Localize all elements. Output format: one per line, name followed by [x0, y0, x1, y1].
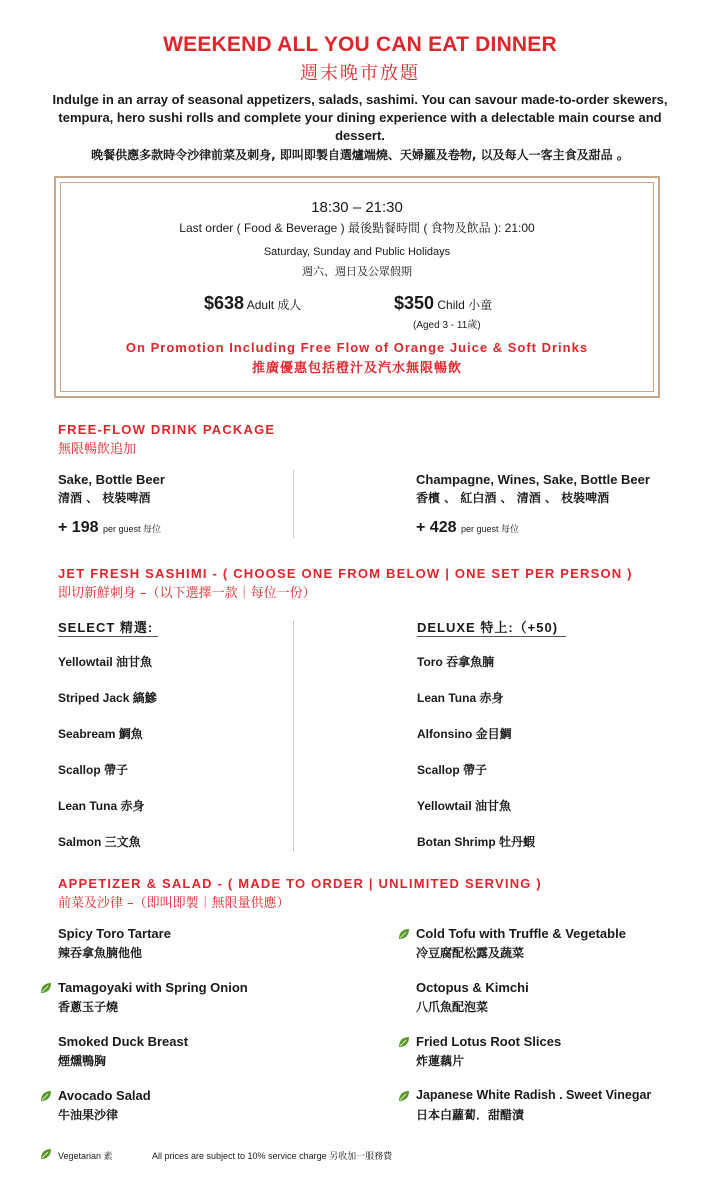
sashimi-select-item: Seabream 鯛魚	[58, 727, 143, 741]
intro-text: Indulge in an array of seasonal appetizers, salads, sashimi. You can savour made-to-order skewers, tempura, hero sushi rolls and complete your dining experience with a delectable main course and dessert.	[52, 92, 668, 143]
leaf-icon	[398, 1036, 410, 1048]
child-price	[394, 293, 492, 314]
promotion-text: On Promotion Including Free Flow of Orange Juice & Soft Drinks	[125, 340, 589, 355]
drink-divider	[293, 470, 294, 538]
leaf-icon	[40, 1090, 52, 1102]
child-age-range: (Aged 3 - 11歲)	[413, 320, 481, 331]
adult-price-amount: $638	[204, 293, 245, 313]
drink-basic-price-note: per guest 每位	[102, 524, 161, 534]
appetizer-title: APPETIZER & SALAD - ( MADE TO ORDER | UNLIMITED SERVING )	[58, 876, 542, 891]
promotion-text-chinese: 推廣優惠包括橙汁及汽水無限暢飲	[251, 361, 462, 376]
sashimi-deluxe-underline	[417, 636, 566, 637]
sashimi-deluxe-item: Yellowtail 油甘魚	[417, 799, 512, 813]
adult-price-label: Adult 成人	[246, 298, 302, 312]
drink-basic-name-chinese: 清酒 、 枝裝啤酒	[58, 491, 151, 505]
appetizer-item-name-chinese: 日本白蘿蔔．甜醋漬	[416, 1108, 525, 1122]
appetizer-item-name: Japanese White Radish . Sweet Vinegar	[416, 1088, 652, 1102]
appetizer-item-name: Tamagoyaki with Spring Onion	[58, 980, 248, 995]
appetizer-item-name: Spicy Toro Tartare	[58, 926, 171, 941]
last-order-time: Last order ( Food & Beverage ) 最後點餐時間 ( 食物及飲品 ): 21:00	[179, 221, 535, 235]
appetizer-item-name-chinese: 炸蓮藕片	[416, 1054, 465, 1068]
sashimi-divider	[293, 620, 294, 852]
sashimi-select-underline	[58, 636, 158, 637]
sashimi-select-item: Scallop 帶子	[58, 763, 129, 777]
dinner-time: 18:30 – 21:30	[311, 199, 403, 216]
drink-premium-price-note: per guest 每位	[460, 524, 519, 534]
sashimi-title: JET FRESH SASHIMI - ( CHOOSE ONE FROM BELOW | ONE SET PER PERSON )	[58, 566, 633, 581]
sashimi-select-heading: SELECT 精選:	[58, 620, 154, 635]
drink-basic-name: Sake, Bottle Beer	[58, 472, 165, 487]
sashimi-deluxe-item: Alfonsino 金目鯛	[417, 727, 512, 741]
leaf-icon	[398, 1090, 410, 1102]
drink-premium-name-chinese: 香檳 、 紅白酒 、 清酒 、 枝裝啤酒	[416, 491, 610, 505]
vegetarian-legend: Vegetarian 素	[58, 1151, 113, 1161]
appetizer-item-name-chinese: 煙燻鴨胸	[58, 1054, 107, 1068]
child-price-amount: $350	[394, 293, 435, 313]
service-charge-note: All prices are subject to 10% service charge 另收加一服務費	[152, 1151, 393, 1161]
intro-text-chinese: 晚餐供應多款時令沙律前菜及刺身, 即叫即製自選爐端燒、天婦羅及卷物, 以及每人一客主食及甜品 。	[91, 148, 629, 162]
child-price-label: Child 小童	[437, 298, 493, 312]
leaf-icon	[398, 928, 410, 940]
appetizer-item-name: Octopus & Kimchi	[416, 980, 529, 995]
sashimi-select-item: Yellowtail 油甘魚	[58, 655, 153, 669]
appetizer-item-name-chinese: 八爪魚配泡菜	[416, 1000, 489, 1014]
sashimi-title-chinese: 即切新鮮刺身 –（以下選擇一款｜每位一份）	[58, 586, 316, 601]
appetizer-item-name: Smoked Duck Breast	[58, 1034, 189, 1049]
available-days: Saturday, Sunday and Public Holidays	[263, 246, 451, 258]
sashimi-select-item: Striped Jack 縞鰺	[58, 691, 157, 705]
drink-basic-price-amount: + 198	[58, 519, 99, 536]
page-title: WEEKEND ALL YOU CAN EAT DINNER	[163, 33, 557, 56]
leaf-icon	[40, 982, 52, 994]
appetizer-item-name: Fried Lotus Root Slices	[416, 1034, 562, 1049]
sashimi-deluxe-item: Botan Shrimp 牡丹蝦	[417, 835, 536, 849]
sashimi-select-item: Lean Tuna 赤身	[58, 799, 145, 813]
sashimi-deluxe-item: Toro 吞拿魚腩	[417, 655, 495, 669]
available-days-chinese: 週六、週日及公眾假期	[302, 265, 412, 278]
appetizer-item-name-chinese: 辣吞拿魚腩他他	[58, 946, 143, 960]
appetizer-title-chinese: 前菜及沙律 –（即叫即製｜無限量供應）	[58, 896, 290, 911]
sashimi-deluxe-heading: DELUXE 特上:（+50)	[417, 620, 559, 635]
sashimi-deluxe-item: Scallop 帶子	[417, 763, 488, 777]
drink-basic-price	[58, 519, 161, 537]
drink-premium-name: Champagne, Wines, Sake, Bottle Beer	[416, 472, 650, 487]
drink-premium-price	[416, 519, 519, 537]
drink-package-title: FREE-FLOW DRINK PACKAGE	[58, 422, 276, 437]
sashimi-deluxe-item: Lean Tuna 赤身	[417, 691, 504, 705]
appetizer-item-name: Avocado Salad	[58, 1088, 151, 1103]
sashimi-select-item: Salmon 三文魚	[58, 835, 141, 849]
drink-package-title-chinese: 無限暢飲追加	[58, 442, 137, 457]
appetizer-item-name-chinese: 牛油果沙律	[58, 1108, 119, 1122]
appetizer-item-name-chinese: 冷豆腐配松露及蔬菜	[416, 946, 525, 960]
appetizer-item-name: Cold Tofu with Truffle & Vegetable	[416, 926, 626, 941]
adult-price	[204, 293, 301, 314]
leaf-icon	[40, 1148, 52, 1160]
drink-premium-price-amount: + 428	[416, 519, 457, 536]
appetizer-item-name-chinese: 香蔥玉子燒	[58, 1000, 119, 1014]
page-title-chinese: 週末晚市放題	[300, 63, 420, 84]
